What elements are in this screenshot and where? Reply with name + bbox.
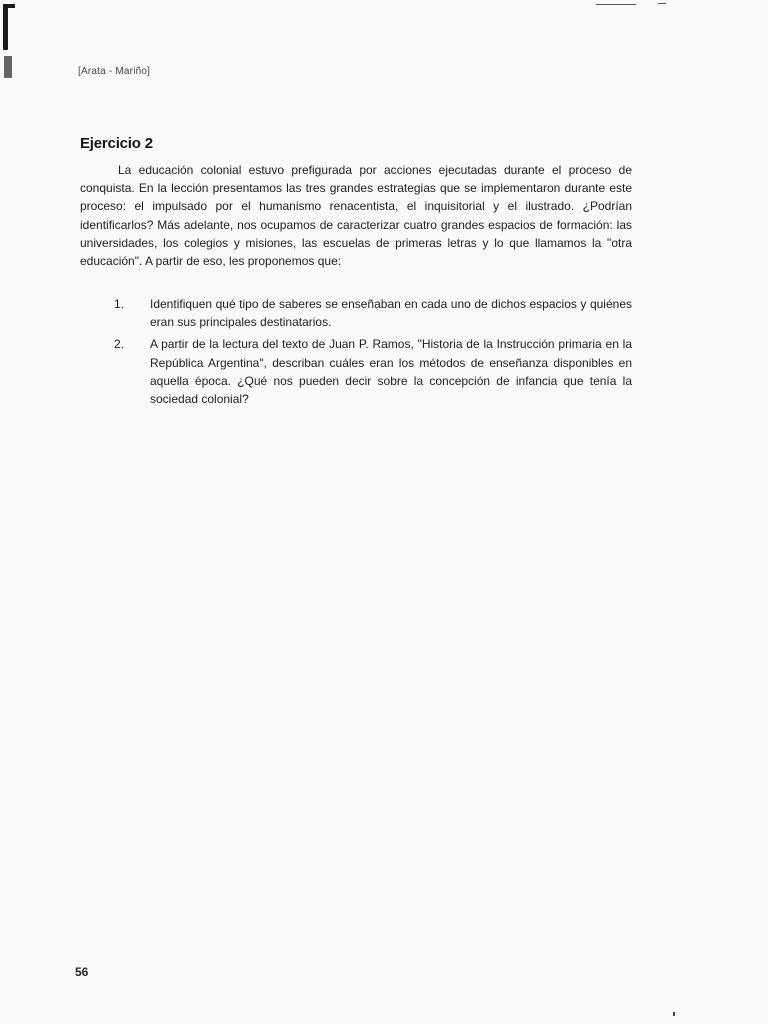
page-number: 56	[75, 965, 89, 979]
exercise-title: Ejercicio 2	[80, 135, 153, 152]
exercise-intro-paragraph: La educación colonial estuvo prefigurada por acciones ejecutadas durante el proceso de conquista. En la lección presentamos las tres grandes estrategias que se implementaron durante este proceso: el impulsado por el humanismo renacentista, el inquisitorial y el ilustrado. ¿Podrían identificarlos? Más adelante, nos ocupamos de caracterizar cuatro grandes espacios de formación: las universidades, los colegios y misiones, las escuelas de primeras letras y lo que llamamos la "otra educación". A partir de eso, les proponemos que:	[80, 163, 632, 269]
list-item	[80, 295, 632, 331]
task-text: A partir de la lectura del texto de Juan P. Ramos, "Historia de la Instrucción primaria en la República Argentina", describan cuáles eran los métodos de enseñanza disponibles en aquella época. ¿Qué nos pueden decir sobre la concepción de infancia que tenía la sociedad colonial?	[150, 337, 632, 407]
scan-artifact-left-top	[3, 4, 15, 8]
scan-artifact-left	[3, 4, 8, 50]
scan-artifact-bottom	[673, 1012, 675, 1016]
task-text: Identifiquen qué tipo de saberes se enseñaban en cada uno de dichos espacios y quiénes eran sus principales destinatarios.	[150, 297, 632, 330]
task-number: 1.	[114, 297, 125, 311]
task-number: 2.	[114, 337, 125, 352]
scan-artifact-top-right	[596, 4, 636, 5]
task-list	[80, 295, 632, 412]
list-item	[80, 335, 632, 408]
scan-artifact-top-right-small	[658, 3, 666, 4]
running-header: [Arata - Mariño]	[78, 66, 151, 77]
scan-artifact-left-lower	[4, 56, 12, 78]
